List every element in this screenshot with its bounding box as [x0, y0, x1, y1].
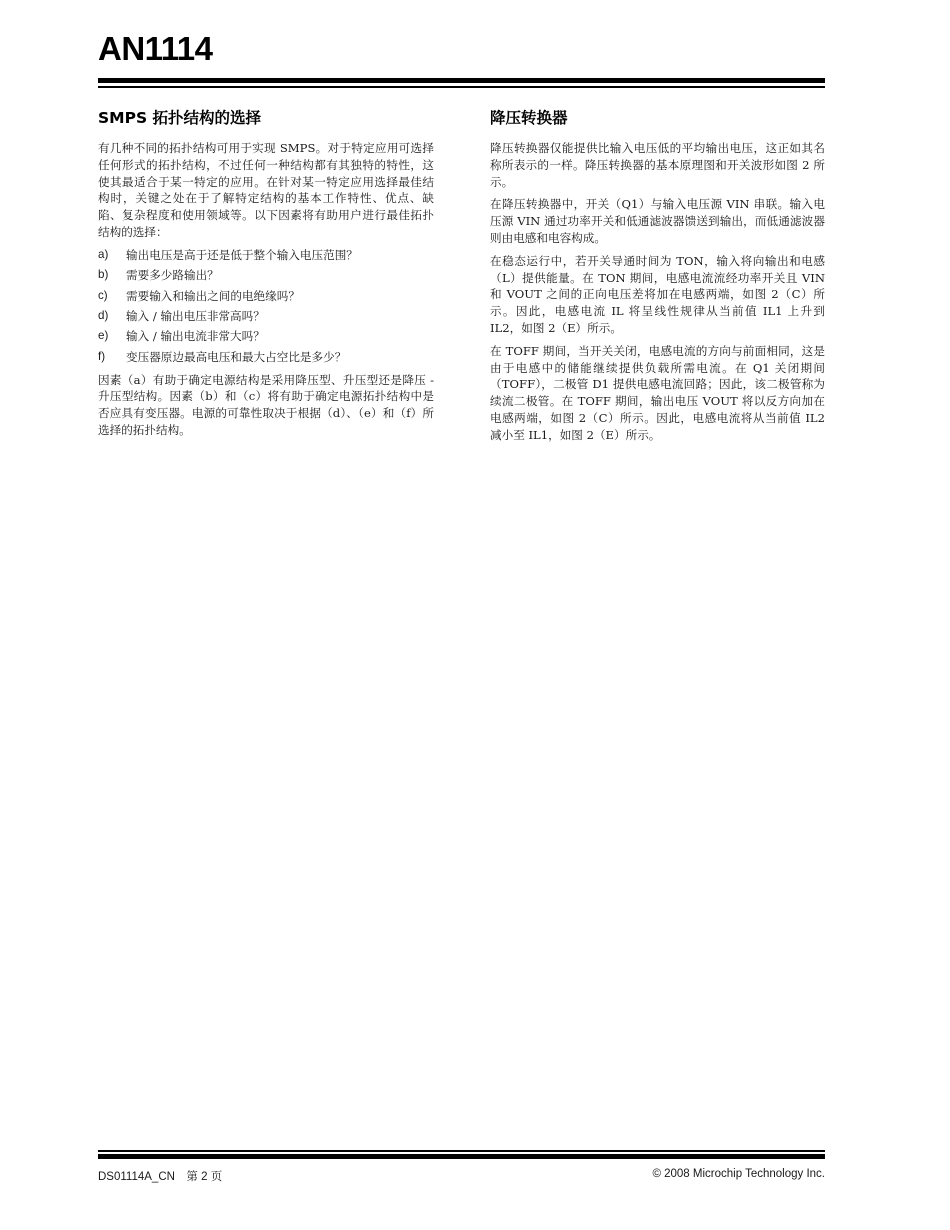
list-item [98, 247, 434, 264]
section-heading-smps-topology: SMPS 拓扑结构的选择 [98, 109, 262, 127]
list-text: 输入 / 输出电流非常大吗？ [126, 329, 265, 344]
list-item [98, 308, 434, 325]
list-marker: c) [98, 288, 108, 302]
factor-list [98, 247, 434, 366]
intro-paragraph: 有几种不同的拓扑结构可用于实现 SMPS。对于特定应用可选择任何形式的拓扑结构，不过任何一种结构都有其独特的特性，这使其最适合于某一特定的应用。在针对某一特定应用选择最佳结构时，关键之处在于了解特定结构的基本工作特性、优点、缺陷、复杂程度和使用领域等。以下因素将有助用户进行最佳拓扑结构的选择： [98, 141, 434, 239]
closing-paragraph: 因素（a）有助于确定电源结构是采用降压型、升压型还是降压 - 升压型结构。因素（b）和（c）将有助于确定电源拓扑结构中是否应具有变压器。电源的可靠性取决于根据（d）、（e）和（f）所选择的拓扑结构。 [98, 372, 434, 437]
list-marker: d) [98, 308, 109, 322]
list-text: 输出电压是高于还是低于整个输入电压范围？ [126, 247, 358, 262]
list-item [98, 267, 434, 284]
list-text: 需要多少路输出？ [126, 268, 219, 283]
list-marker: f) [98, 349, 106, 363]
list-item [98, 288, 434, 305]
header-rule-thick [98, 78, 825, 83]
body-paragraph: 在稳态运行中，若开关导通时间为 TON，输入将向输出和电感（L）提供能量。在 TON 期间，电感电流流经功率开关且 VIN 和 VOUT 之间的正向电压差将加在电感两端，如图 2（C）所示。因此，电感电流 IL 将呈线性规律从当前值 IL1 上升到 IL2，如图 2（E）所示。 [490, 253, 825, 335]
body-paragraph: 在降压转换器中，开关（Q1）与输入电压源 VIN 串联。输入电压源 VIN 通过功率开关和低通滤波器馈送到输出，而低通滤波器则由电感和电容构成。 [490, 197, 825, 245]
header-rule-thin [98, 86, 825, 88]
body-paragraph: 降压转换器仅能提供比输入电压低的平均输出电压，这正如其名称所表示的一样。降压转换器的基本原理图和开关波形如图 2 所示。 [490, 141, 825, 189]
section-heading-buck-converter: 降压转换器 [490, 109, 568, 127]
list-text: 变压器原边最高电压和最大占空比是多少？ [126, 349, 347, 364]
list-marker: e) [98, 329, 109, 343]
footer-copyright: © 2008 Microchip Technology Inc. [652, 1168, 825, 1180]
footer-rule-thin [98, 1150, 825, 1152]
body-paragraph: 在 TOFF 期间，当开关关闭，电感电流的方向与前面相同，这是由于电感中的储能继续提供负载所需电流。在 Q1 关闭期间（TOFF），二极管 D1 提供电感电流回路；因此，该二极管称为续流二极管。在 TOFF 期间，输出电压 VOUT 将以反方向加在电感两端，如图 2（C）所示。因此，电感电流将从当前值 IL2 减小至 IL1，如图 2（E）所示。 [490, 343, 825, 442]
list-text: 输入 / 输出电压非常高吗？ [126, 308, 265, 323]
footer-doc-page: DS01114A_CN 第 2 页 [98, 1171, 223, 1183]
right-column [490, 108, 825, 450]
list-item [98, 328, 434, 345]
list-text: 需要输入和输出之间的电绝缘吗？ [126, 288, 300, 303]
list-marker: a) [98, 247, 109, 261]
footer-rule-thick [98, 1154, 825, 1159]
list-item [98, 349, 434, 366]
left-column [98, 108, 434, 445]
document-id: AN1114 [98, 30, 213, 67]
list-marker: b) [98, 268, 109, 282]
